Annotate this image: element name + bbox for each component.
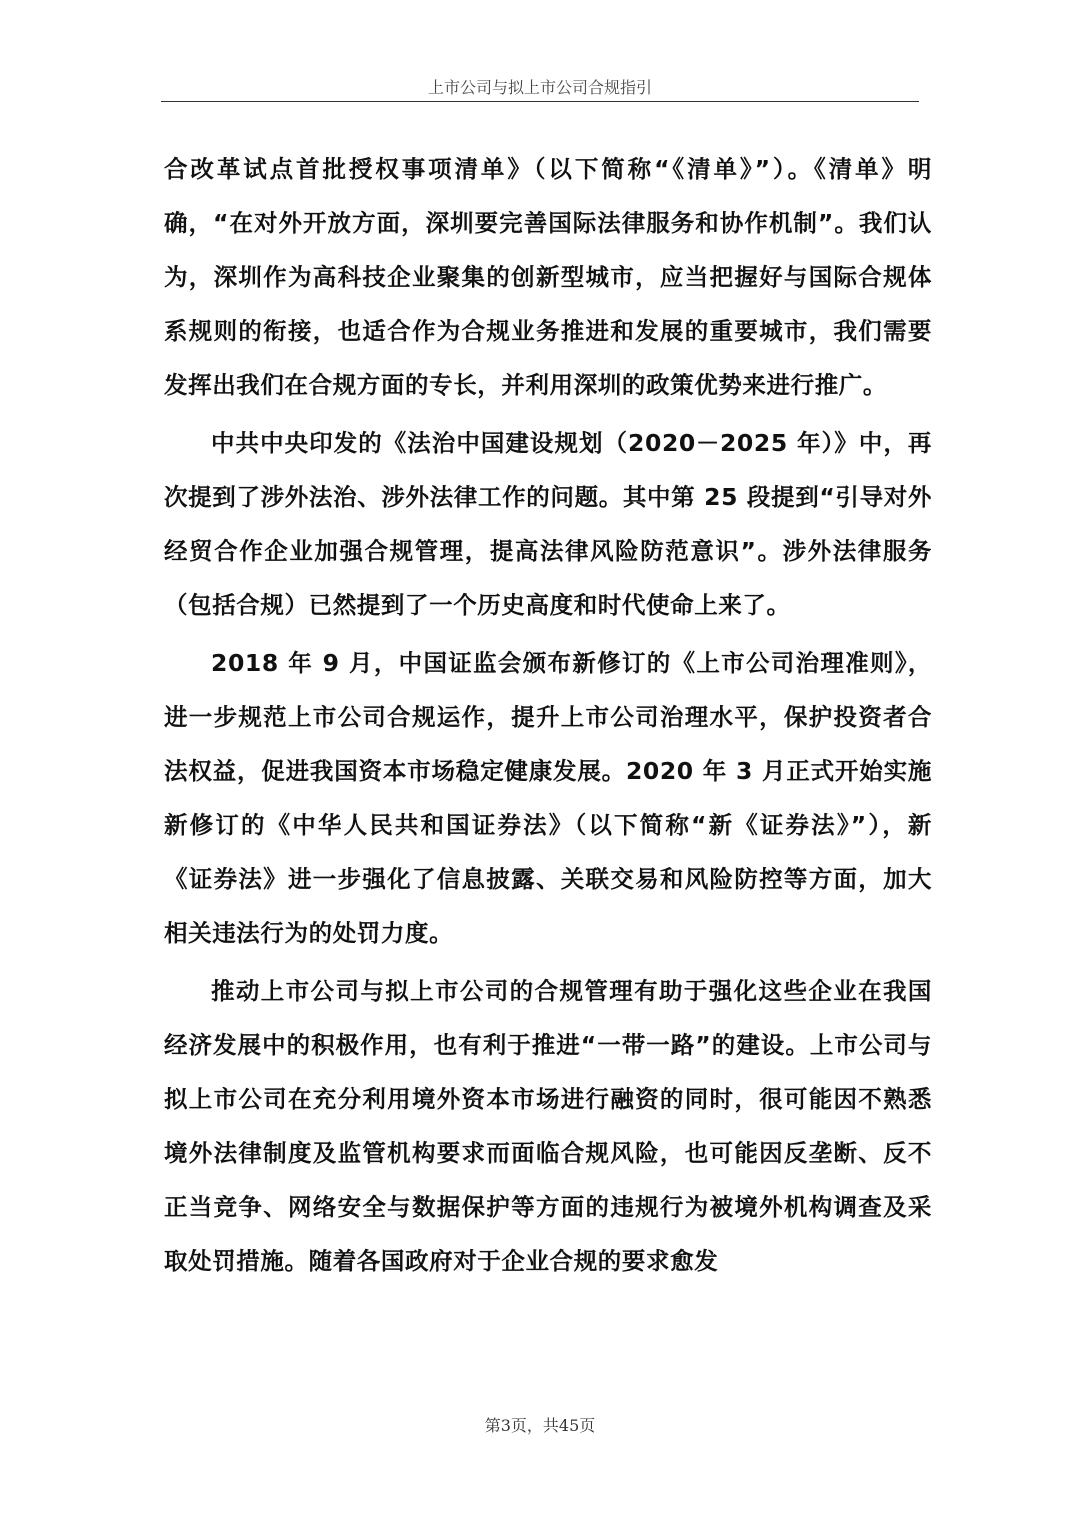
- paragraph-rule-of-law-plan: 中共中央印发的《法治中国建设规划（2020－2025 年）》中，再次提到了涉外法治、涉外法律工作的问题。其中第 25 段提到“引导对外经贸合作企业加强合规管理，提高法律风险防范意识”。涉外法律服务（包括合规）已然提到了一个历史高度和时代使命上来了。: [164, 429, 932, 619]
- header-divider: [161, 101, 919, 102]
- document-body: [164, 142, 932, 1288]
- running-header-title: 上市公司与拟上市公司合规指引: [427, 78, 652, 97]
- paragraph-continued: 合改革试点首批授权事项清单》（以下简称“《清单》”）。《清单》明确，“在对外开放方面，深圳要完善国际法律服务和协作机制”。我们认为，深圳作为高科技企业聚集的创新型城市，应当把握好与国际合规体系规则的衔接，也适合作为合规业务推进和发展的重要城市，我们需要发挥出我们在合规方面的专长，并利用深圳的政策优势来进行推广。: [164, 155, 932, 399]
- paragraph-securities-law: 2018 年 9 月，中国证监会颁布新修订的《上市公司治理准则》，进一步规范上市公司合规运作，提升上市公司治理水平，保护投资者合法权益，促进我国资本市场稳定健康发展。2020 年 3 月正式开始实施新修订的《中华人民共和国证券法》（以下简称“新《证券法》”），新《证券法》进一步强化了信息披露、关联交易和风险防控等方面，加大相关违法行为的处罚力度。: [164, 649, 932, 947]
- page-number: 第3页，共45页: [484, 1416, 596, 1435]
- paragraph-compliance-management: 推动上市公司与拟上市公司的合规管理有助于强化这些企业在我国经济发展中的积极作用，也有利于推进“一带一路”的建设。上市公司与拟上市公司在充分利用境外资本市场进行融资的同时，很可能因不熟悉境外法律制度及监管机构要求而面临合规风险，也可能因反垄断、反不正当竞争、网络安全与数据保护等方面的违规行为被境外机构调查及采取处罚措施。随着各国政府对于企业合规的要求愈发: [164, 977, 932, 1275]
